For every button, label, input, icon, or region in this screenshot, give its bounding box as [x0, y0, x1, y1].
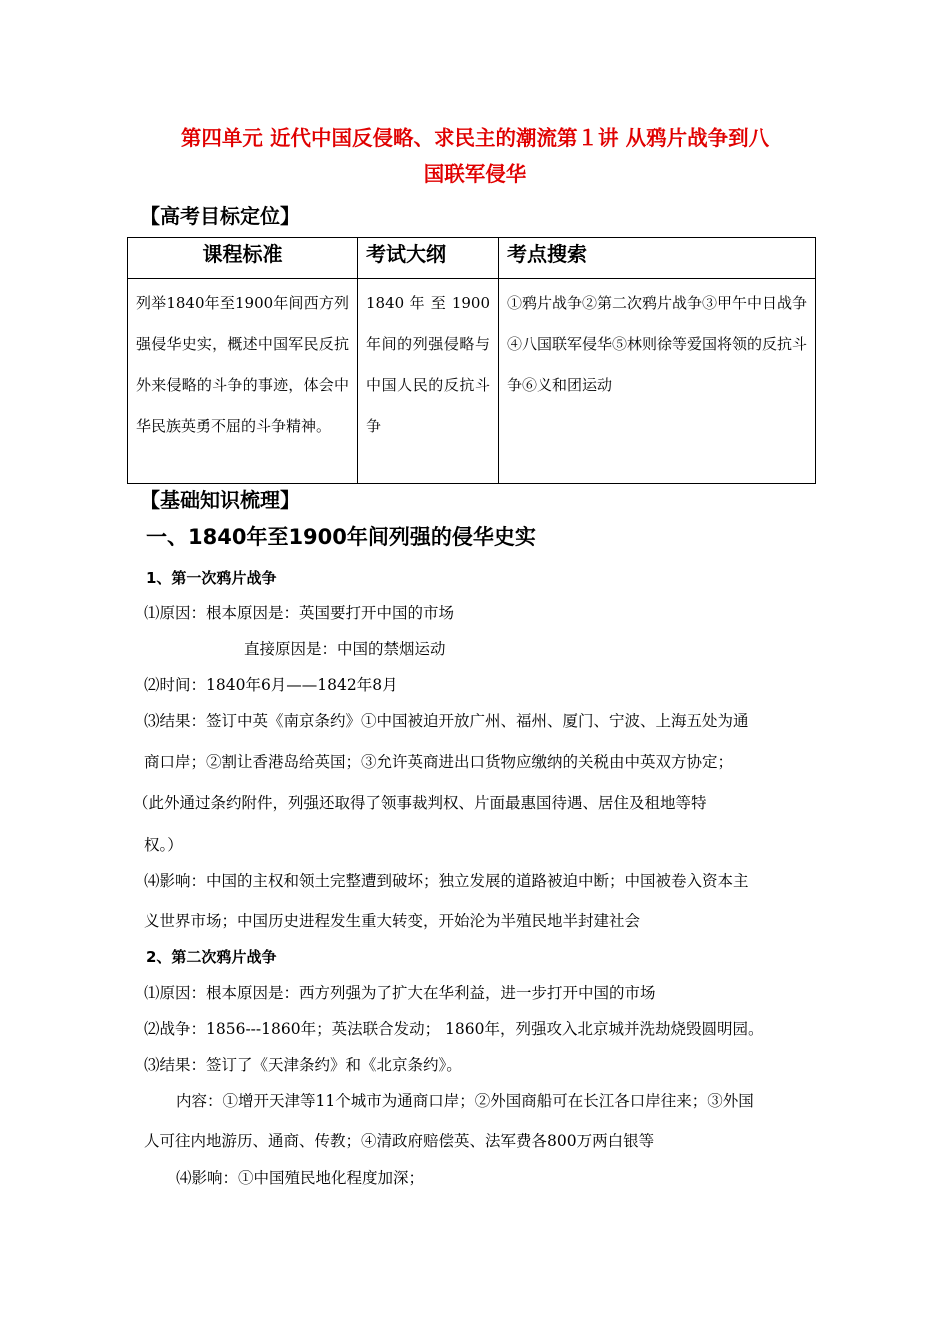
part1-line: 商口岸；②割让香港岛给英国；③允许英商进出口货物应缴纳的关税由中英双方协定； — [144, 753, 734, 771]
part2-line: ⑷影响：①中国殖民地化程度加深； — [176, 1169, 425, 1187]
document-title-line-2: 国联军侵华 — [423, 162, 527, 186]
part1-line: 权。） — [144, 836, 183, 854]
part2-line: ⑵战争：1856---1860年；英法联合发动； 1860年，列强攻入北京城并洗劫烧毁圆明园。 — [144, 1020, 764, 1038]
part1-line: ⑵时间：1840年6月——1842年8月 — [144, 676, 398, 694]
goals-table — [127, 237, 816, 484]
part2-line: 内容：①增开天津等11个城市为通商口岸；②外国商船可在长江各口岸往来；③外国 — [176, 1092, 754, 1110]
table-row — [128, 279, 816, 484]
cell-key-points: ①鸦片战争②第二次鸦片战争③甲午中日战争④八国联军侵华⑤林则徐等爱国将领的反抗斗争⑥义和团运动 — [499, 279, 816, 484]
document-title-line-1: 第四单元 近代中国反侵略、求民主的潮流第１讲 从鸦片战争到八 — [180, 126, 770, 150]
part1-line: （此外通过条约附件，列强还取得了领事裁判权、片面最惠国待遇、居住及租地等特 — [133, 794, 707, 812]
part1-line: 直接原因是：中国的禁烟运动 — [244, 640, 446, 658]
part2-line: 人可往内地游历、通商、传教；④清政府赔偿英、法军费各800万两白银等 — [144, 1132, 655, 1150]
section-goals-heading: 【高考目标定位】 — [140, 204, 300, 228]
part1-line: ⑶结果：签订中英《南京条约》①中国被迫开放广州、福州、厦门、宁波、上海五处为通 — [144, 712, 749, 730]
section-basics-heading: 【基础知识梳理】 — [140, 488, 300, 512]
part1-line: ⑴原因：根本原因是：英国要打开中国的市场 — [144, 604, 455, 622]
heading-1: 一、1840年至1900年间列强的侵华史实 — [146, 525, 536, 549]
table-header-row — [128, 238, 816, 279]
part1-title: 1、第一次鸦片战争 — [146, 569, 277, 587]
part2-line: ⑶结果：签订了《天津条约》和《北京条约》。 — [144, 1056, 462, 1074]
cell-course-standard: 列举1840年至1900年间西方列强侵华史实，概述中国军民反抗外来侵略的斗争的事迹，体会中华民族英勇不屈的斗争精神。 — [128, 279, 358, 484]
header-key-points: 考点搜索 — [499, 238, 816, 279]
part2-line: ⑴原因：根本原因是：西方列强为了扩大在华利益，进一步打开中国的市场 — [144, 984, 656, 1002]
header-course-standard: 课程标准 — [128, 238, 358, 279]
part1-line: 义世界市场；中国历史进程发生重大转变，开始沦为半殖民地半封建社会 — [144, 912, 641, 930]
cell-exam-outline: 1840 年 至 1900年间的列强侵略与中国人民的反抗斗争 — [358, 279, 499, 484]
header-exam-outline: 考试大纲 — [358, 238, 499, 279]
part1-line: ⑷影响：中国的主权和领土完整遭到破坏；独立发展的道路被迫中断；中国被卷入资本主 — [144, 872, 749, 890]
part2-title: 2、第二次鸦片战争 — [146, 948, 277, 966]
